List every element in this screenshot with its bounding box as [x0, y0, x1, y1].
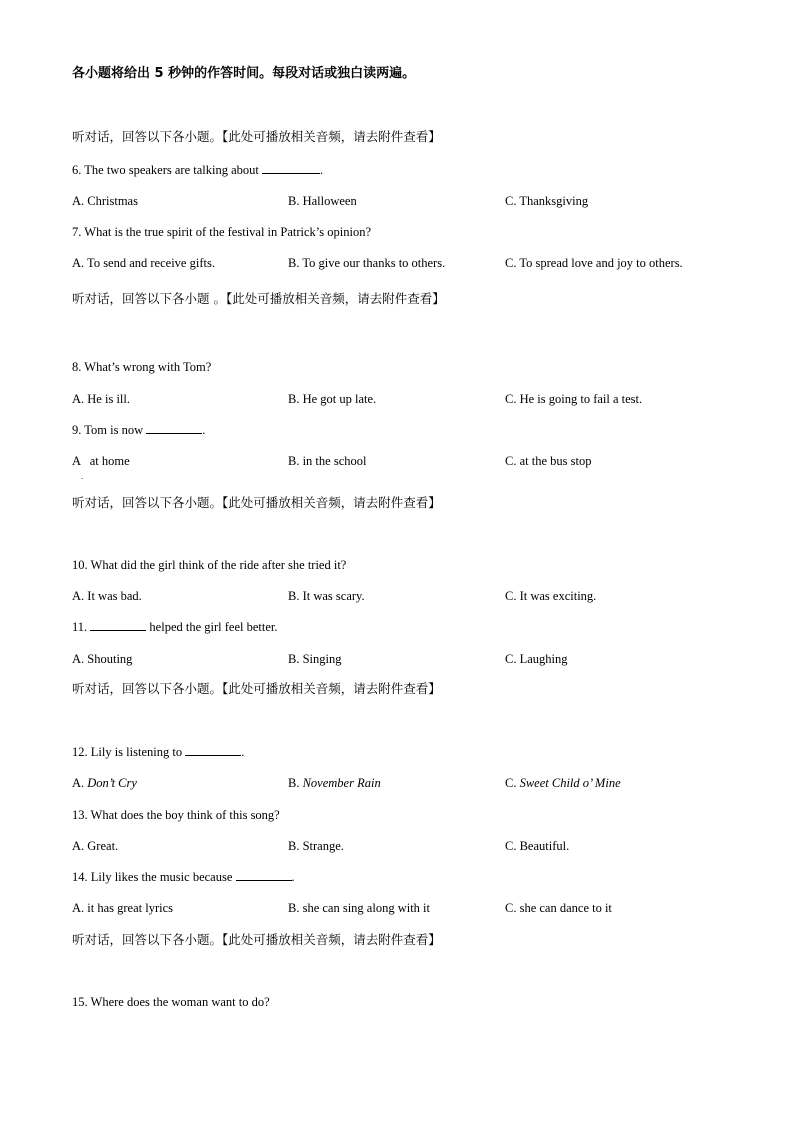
option-b: B. Halloween	[288, 194, 357, 208]
song-title: November Rain	[302, 776, 381, 790]
answer-blank	[262, 162, 320, 174]
option-c: C. at the bus stop	[505, 454, 592, 468]
option-b: B. To give our thanks to others.	[288, 256, 446, 270]
question-12	[72, 744, 244, 760]
option-c: C. she can dance to it	[505, 901, 612, 915]
question-text-end: .	[202, 423, 206, 437]
option-c: C. It was exciting.	[505, 589, 597, 603]
answer-blank	[236, 869, 292, 881]
option-b	[288, 775, 381, 791]
question-10: 10. What did the girl think of the ride after she tried it?	[72, 558, 347, 572]
option-b: B. It was scary.	[288, 589, 365, 603]
option-b: B. Strange.	[288, 839, 344, 853]
question-text: 9. Tom is now	[72, 423, 147, 437]
option-c: C. He is going to fail a test.	[505, 392, 643, 406]
option-b: B. in the school	[288, 454, 367, 468]
question-text: 14. Lily likes the music because	[72, 870, 236, 884]
question-6	[72, 162, 323, 178]
question-15: 15. Where does the woman want to do?	[72, 995, 270, 1009]
option-a: A. To send and receive gifts.	[72, 256, 215, 270]
question-14	[72, 869, 295, 885]
option-b: B. Singing	[288, 652, 342, 666]
option-a: A at home	[72, 454, 130, 468]
song-title: Don’t Cry	[87, 776, 137, 790]
option-letter: A.	[72, 776, 88, 790]
question-text: 6. The two speakers are talking about	[72, 163, 262, 177]
answer-blank	[146, 422, 202, 434]
question-13: 13. What does the boy think of this song?	[72, 808, 280, 822]
question-text-end: .	[320, 163, 324, 177]
option-a: A. Shouting	[72, 652, 133, 666]
section-heading: 听对话，回答以下各小题 。【此处可播放相关音频，请去附件查看】	[72, 291, 445, 306]
option-c: C. Thanksgiving	[505, 194, 589, 208]
option-a: A. Great.	[72, 839, 119, 853]
section-heading: 听对话，回答以下各小题。【此处可播放相关音频，请去附件查看】	[72, 932, 441, 947]
question-text-end: helped the girl feel better.	[146, 620, 278, 634]
option-a: A. He is ill.	[72, 392, 130, 406]
option-c: C. To spread love and joy to others.	[505, 256, 683, 270]
question-text: 11.	[72, 620, 91, 634]
section-heading: 听对话，回答以下各小题。【此处可播放相关音频，请去附件查看】	[72, 681, 441, 696]
option-a: A. It was bad.	[72, 589, 142, 603]
option-c: C. Beautiful.	[505, 839, 570, 853]
section-heading: 听对话，回答以下各小题。【此处可播放相关音频，请去附件查看】	[72, 495, 441, 510]
question-text-end: .	[241, 745, 245, 759]
song-title: Sweet Child o’ Mine	[519, 776, 621, 790]
question-text: 12. Lily is listening to	[72, 745, 186, 759]
answer-blank	[185, 744, 241, 756]
option-a: A. it has great lyrics	[72, 901, 174, 915]
option-b: B. she can sing along with it	[288, 901, 430, 915]
option-a	[72, 775, 137, 791]
question-11	[72, 619, 278, 635]
option-b: B. He got up late.	[288, 392, 377, 406]
option-letter: C.	[505, 776, 520, 790]
option-letter: B.	[288, 776, 303, 790]
option-c	[505, 775, 621, 791]
option-c: C. Laughing	[505, 652, 568, 666]
answer-blank	[90, 619, 146, 631]
question-8: 8. What’s wrong with Tom?	[72, 360, 212, 374]
section-heading: 听对话，回答以下各小题。【此处可播放相关音频，请去附件查看】	[72, 129, 441, 144]
question-9	[72, 422, 205, 438]
instruction-text: 各小题将给出 5 秒钟的作答时间。每段对话或独白读两遍。	[72, 66, 416, 81]
stray-dot: .	[81, 472, 83, 481]
question-text-end: .	[291, 870, 295, 884]
question-7: 7. What is the true spirit of the festival in Patrick’s opinion?	[72, 225, 372, 239]
option-a: A. Christmas	[72, 194, 138, 208]
